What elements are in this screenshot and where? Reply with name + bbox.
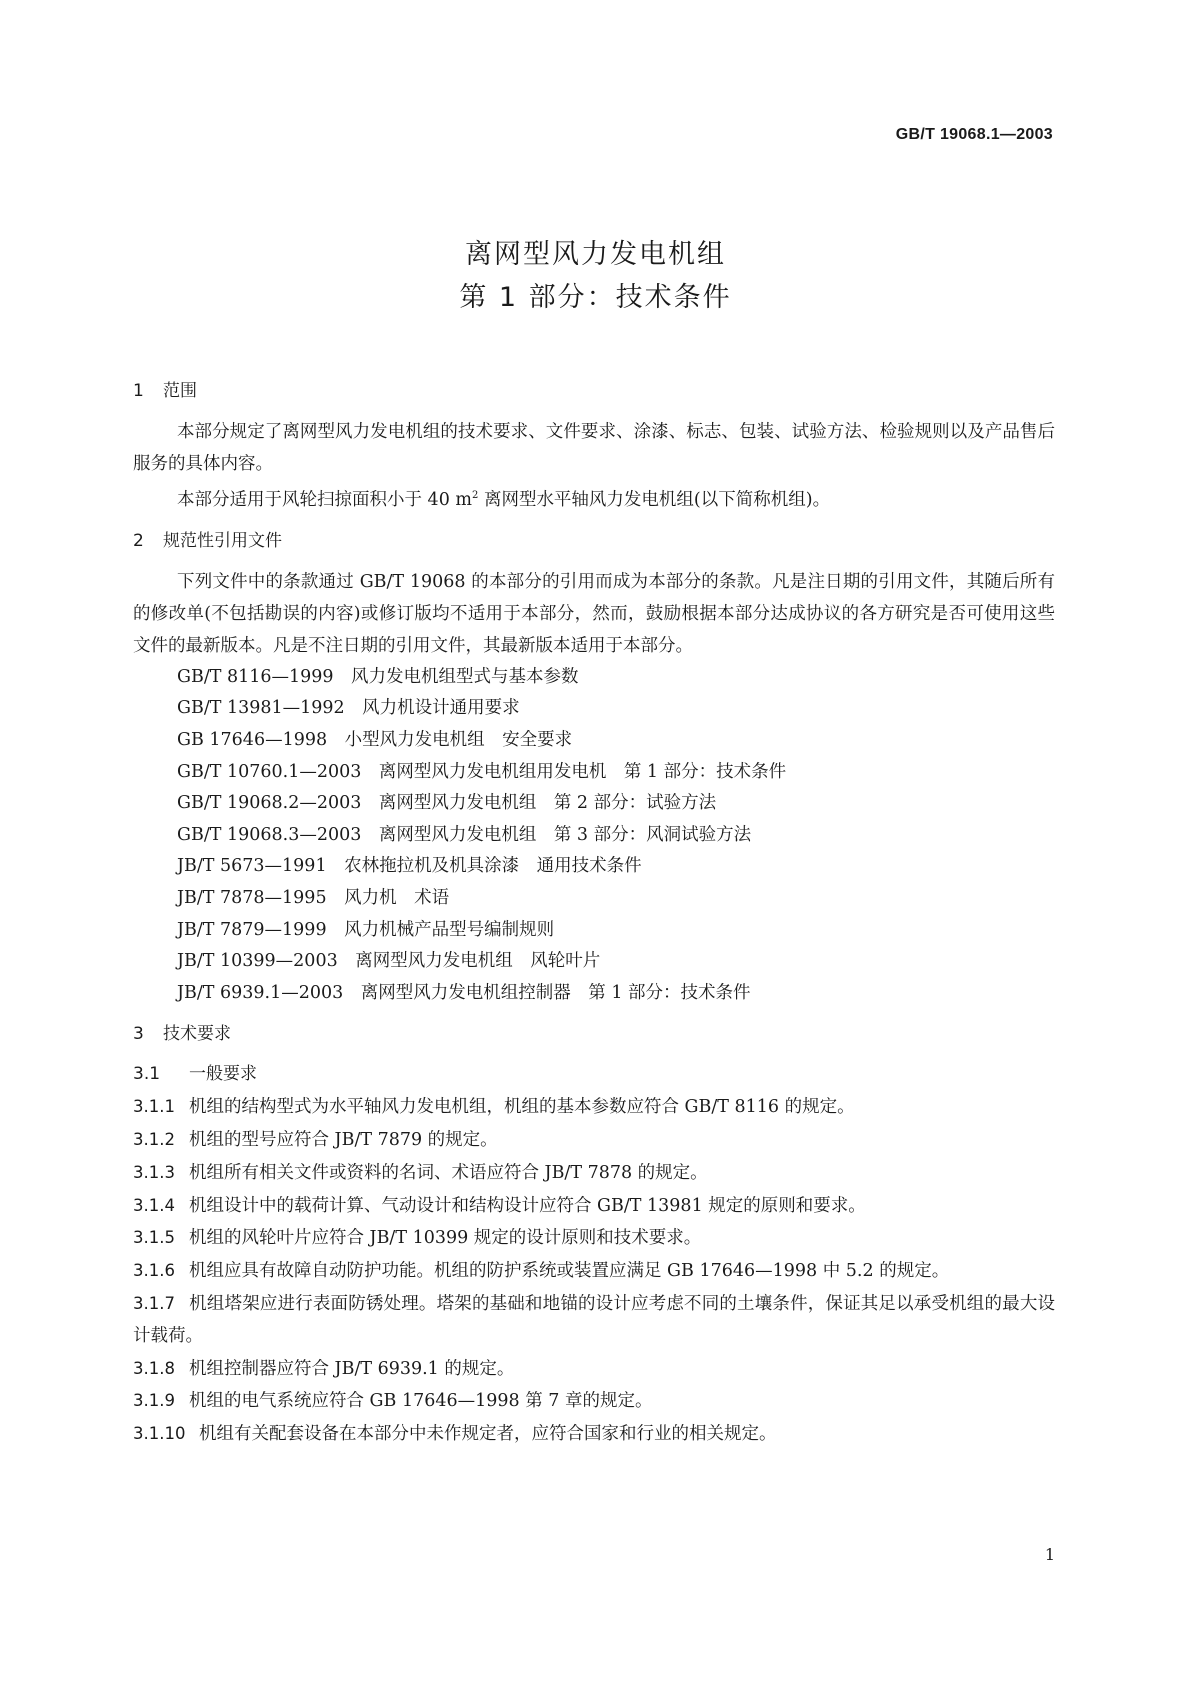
clause	[133, 1190, 1055, 1223]
clause	[133, 1288, 1055, 1353]
document-body	[133, 380, 1055, 1451]
document-subtitle: 第 1 部分：技术条件	[459, 282, 732, 313]
paragraph	[133, 480, 1055, 516]
clause-number: 3.1.7	[133, 1293, 175, 1313]
reference-item: JB/T 10399—2003 离网型风力发电机组 风轮叶片	[177, 951, 601, 972]
clause-number: 3.1.6	[133, 1261, 175, 1281]
clause-number: 3.1.8	[133, 1358, 175, 1378]
standard-code: GB/T 19068.1—2003	[895, 126, 1053, 143]
clause-number: 3.1.9	[133, 1391, 175, 1411]
clause-text: 机组塔架应进行表面防锈处理。塔架的基础和地锚的设计应考虑不同的土壤条件，保证其足以承受机组的最大设计载荷。	[133, 1293, 1055, 1346]
clause-number: 3.1.3	[133, 1162, 175, 1182]
reference-item: JB/T 5673—1991 农林拖拉机及机具涂漆 通用技术条件	[177, 856, 642, 877]
clause-number: 3.1.1	[133, 1097, 175, 1117]
document-title: 离网型风力发电机组	[465, 239, 726, 270]
clause-text: 机组有关配套设备在本部分中未作规定者，应符合国家和行业的相关规定。	[199, 1424, 777, 1445]
reference-item: GB/T 19068.2—2003 离网型风力发电机组 第 2 部分：试验方法	[177, 793, 717, 814]
section-number: 3	[133, 1024, 144, 1045]
reference-item: GB/T 13981—1992 风力机设计通用要求	[177, 698, 520, 719]
clause	[133, 1157, 1055, 1190]
clause	[133, 1353, 1055, 1386]
clause-text: 机组所有相关文件或资料的名词、术语应符合 JB/T 7878 的规定。	[189, 1162, 708, 1183]
reference-item: GB/T 8116—1999 风力发电机组型式与基本参数	[177, 666, 579, 687]
reference-list	[133, 662, 1055, 1010]
section-heading	[133, 380, 1055, 402]
reference-item: JB/T 6939.1—2003 离网型风力发电机组控制器 第 1 部分：技术条件	[177, 982, 751, 1003]
clause	[133, 1091, 1055, 1124]
section-number: 2	[133, 530, 144, 551]
clause	[133, 1255, 1055, 1288]
paragraph-text: 本部分适用于风轮扫掠面积小于 40 m	[177, 489, 472, 510]
reference-item: JB/T 7879—1999 风力机械产品型号编制规则	[177, 919, 555, 940]
section-number: 1	[133, 381, 144, 401]
superscript: 2	[472, 490, 479, 501]
clause-number: 3.1.5	[133, 1228, 175, 1248]
section-heading	[133, 1023, 1055, 1045]
clause	[133, 1385, 1055, 1418]
subsection-heading	[133, 1059, 1055, 1091]
clause	[133, 1222, 1055, 1255]
section-title: 范围	[163, 381, 197, 401]
reference-item: GB/T 10760.1—2003 离网型风力发电机组用发电机 第 1 部分：技术条件	[177, 761, 787, 782]
clause	[133, 1418, 1055, 1451]
paragraph: 本部分规定了离网型风力发电机组的技术要求、文件要求、涂漆、标志、包装、试验方法、检验规则以及产品售后服务的具体内容。	[133, 422, 1055, 474]
clause-text: 机组的风轮叶片应符合 JB/T 10399 规定的设计原则和技术要求。	[189, 1228, 702, 1249]
reference-item: GB 17646—1998 小型风力发电机组 安全要求	[177, 730, 573, 751]
clause-text: 机组的型号应符合 JB/T 7879 的规定。	[189, 1129, 498, 1150]
section-title: 规范性引用文件	[163, 530, 282, 551]
clause-text: 机组的电气系统应符合 GB 17646—1998 第 7 章的规定。	[189, 1391, 653, 1412]
clause	[133, 1124, 1055, 1157]
clause-text: 机组控制器应符合 JB/T 6939.1 的规定。	[189, 1358, 515, 1379]
paragraph-text: 离网型水平轴风力发电机组(以下简称机组)。	[478, 489, 831, 510]
clause-number: 3.1.4	[133, 1195, 175, 1215]
paragraph: 下列文件中的条款通过 GB/T 19068 的本部分的引用而成为本部分的条款。凡是注日期的引用文件，其随后所有的修改单(不包括勘误的内容)或修订版均不适用于本部分，然而，鼓励根据本部分达成协议的各方研究是否可使用这些文件的最新版本。凡是不注日期的引用文件，其最新版本适用于本部分。	[133, 571, 1055, 656]
reference-item: GB/T 19068.3—2003 离网型风力发电机组 第 3 部分：风洞试验方法	[177, 824, 752, 845]
clause-text: 机组的结构型式为水平轴风力发电机组，机组的基本参数应符合 GB/T 8116 的规定。	[189, 1097, 855, 1118]
section-heading	[133, 530, 1055, 552]
clause-text: 机组应具有故障自动防护功能。机组的防护系统或装置应满足 GB 17646—1998 中 5.2 的规定。	[189, 1261, 950, 1282]
clause-number: 3.1.10	[133, 1424, 186, 1444]
subsection-title: 一般要求	[189, 1064, 257, 1085]
clause-number: 3.1.2	[133, 1129, 175, 1149]
reference-item: JB/T 7878—1995 风力机 术语	[177, 887, 450, 908]
section-title: 技术要求	[163, 1024, 231, 1045]
subsection-number: 3.1	[133, 1064, 161, 1085]
page-number: 1	[1044, 1545, 1055, 1564]
clause-text: 机组设计中的载荷计算、气动设计和结构设计应符合 GB/T 13981 规定的原则和要求。	[189, 1195, 866, 1216]
